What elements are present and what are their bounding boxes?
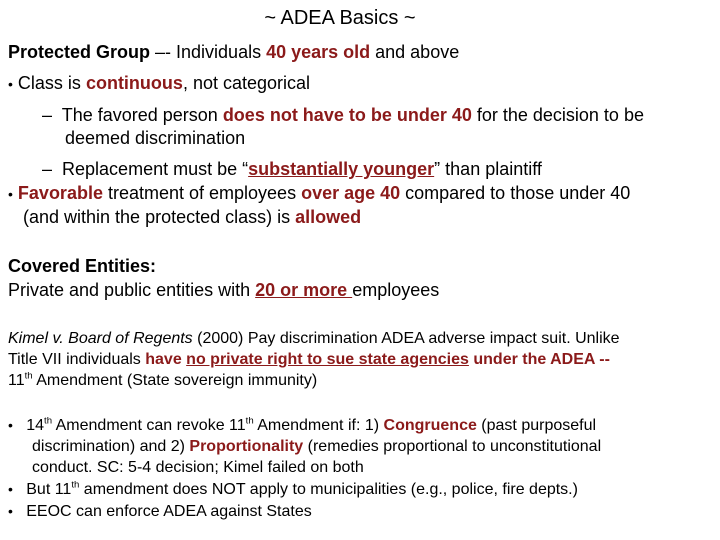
b1-c: Amendment if: 1) <box>253 417 384 434</box>
proportionality-text: Proportionality <box>189 438 304 455</box>
covered-text-a: Private and public entities with <box>8 280 256 300</box>
kimel-have: have <box>145 351 187 368</box>
favorable-bullet <box>8 183 630 204</box>
class-text-a: Class is <box>17 73 86 93</box>
bullet-dot-icon: • <box>8 481 13 497</box>
protected-sep: –- Individuals <box>150 42 267 62</box>
kimel-text-a: (2000) Pay discrimination ADEA adverse impact suit. Unlike <box>192 330 620 347</box>
b2-a: But 11 <box>26 481 72 498</box>
sub-bullet-favored <box>42 105 644 126</box>
protected-group-line <box>8 42 459 63</box>
class-bullet <box>8 73 310 94</box>
sub-bullet-replacement <box>42 159 542 180</box>
b1-line2: discrimination) and 2) <box>32 438 190 455</box>
kimel-line1 <box>8 330 620 348</box>
b1-e: (remedies proportional to unconstitutional <box>303 438 602 455</box>
kimel-th: th <box>24 370 33 382</box>
b2-th: th <box>71 479 80 491</box>
bullet-dot-icon: • <box>8 186 13 202</box>
favorable-line2 <box>23 207 361 228</box>
eeoc-bullet <box>8 503 312 521</box>
b3-a: EEOC can enforce ADEA against States <box>26 503 312 520</box>
sub1-red-text: does not have to be under 40 <box>222 105 472 125</box>
continuous-text: continuous <box>85 73 183 93</box>
bullet-dot-icon: • <box>8 417 13 433</box>
favorable-text: Favorable <box>17 183 103 203</box>
kimel-line3 <box>8 372 317 390</box>
class-text-b: , not categorical <box>182 73 311 93</box>
kimel-case-name: Kimel v. Board of Regents <box>8 330 193 347</box>
substantially-younger-text: substantially younger <box>248 159 435 179</box>
over-age-text: over age 40 <box>301 183 401 203</box>
dash-icon: – <box>42 105 53 125</box>
b1-a: 14 <box>26 417 45 434</box>
kimel-under: under the ADEA -- <box>468 351 610 368</box>
kimel-text-c: Amendment (State sovereign immunity) <box>32 372 318 389</box>
municipalities-bullet <box>8 481 578 499</box>
covered-text-b: employees <box>352 280 440 300</box>
fav-text-c: (and within the protected class) is <box>23 207 296 227</box>
amendment-line2 <box>32 438 601 456</box>
kimel-no-right: no private right to sue state agencies <box>186 351 469 368</box>
covered-line <box>8 280 439 301</box>
fav-text-b: compared to those under 40 <box>400 183 631 203</box>
allowed-text: allowed <box>295 207 362 227</box>
slide-title: ~ ADEA Basics ~ <box>264 7 416 29</box>
bullet-dot-icon: • <box>8 76 13 92</box>
covered-heading: Covered Entities: <box>8 256 157 276</box>
amendment-line3: conduct. SC: 5-4 decision; Kimel failed on both <box>32 459 364 476</box>
b1-th: th <box>44 415 53 427</box>
b2-b: amendment does NOT apply to municipalities (e.g., police, fire depts.) <box>79 481 578 498</box>
fav-text-a: treatment of employees <box>102 183 302 203</box>
kimel-num: 11 <box>8 372 25 389</box>
kimel-line2 <box>8 351 610 369</box>
sub1-text-a: The favored person <box>61 105 223 125</box>
protected-group-label: Protected Group <box>8 42 151 62</box>
twenty-or-more-text: 20 or more <box>255 280 353 300</box>
amendment-bullet <box>8 417 596 435</box>
sub2-text-a: Replacement must be “ <box>62 159 249 179</box>
bullet-dot-icon: • <box>8 503 13 519</box>
protected-age: 40 years old <box>266 42 371 62</box>
congruence-text: Congruence <box>383 417 477 434</box>
kimel-text-b: Title VII individuals <box>8 351 146 368</box>
b1-th2: th <box>245 415 254 427</box>
b1-d: (past purposeful <box>476 417 597 434</box>
protected-tail: and above <box>370 42 460 62</box>
sub2-text-b: ” than plaintiff <box>434 159 542 179</box>
sub1-line2: deemed discrimination <box>65 128 246 148</box>
dash-icon: – <box>42 159 53 179</box>
sub1-text-b: for the decision to be <box>471 105 644 125</box>
b1-b: Amendment can revoke 11 <box>52 417 246 434</box>
